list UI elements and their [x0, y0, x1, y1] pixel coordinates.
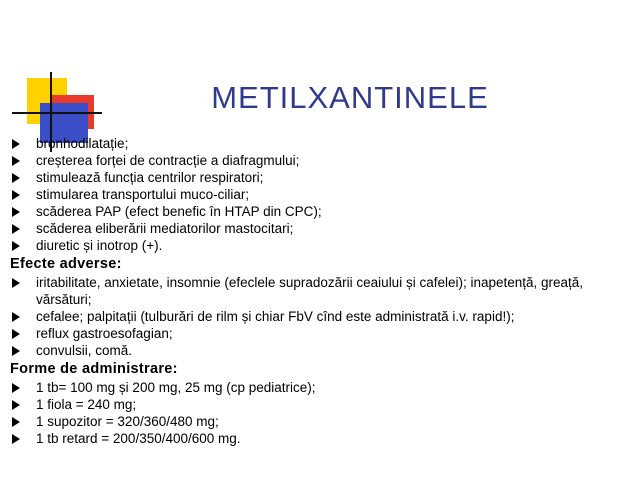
- administration-forms-heading: Forme de administrare:: [10, 361, 178, 377]
- bullet-arrow-icon: [12, 139, 20, 149]
- bullet-arrow-icon: [12, 434, 20, 444]
- bullet-arrow-icon: [12, 329, 20, 339]
- list-item: 1 tb retard = 200/350/400/600 mg.: [10, 430, 620, 447]
- list-item: creșterea forței de contracție a diafragmului;: [10, 152, 620, 169]
- bullet-arrow-icon: [12, 346, 20, 356]
- bullet-arrow-icon: [12, 417, 20, 427]
- bullet-arrow-icon: [12, 190, 20, 200]
- bullet-arrow-icon: [12, 224, 20, 234]
- list-item: 1 tb= 100 mg și 200 mg, 25 mg (cp pediatrice);: [10, 379, 620, 396]
- bullet-arrow-icon: [12, 173, 20, 183]
- bullet-arrow-icon: [12, 383, 20, 393]
- slide-title: METILXANTINELE: [211, 80, 489, 115]
- adverse-effects-heading: Efecte adverse:: [10, 256, 122, 272]
- list-item: diuretic și inotrop (+).: [10, 237, 620, 254]
- list-item: cefalee; palpitații (tulburări de rilm și chiar FbV cînd este administrată i.v. rapid!);: [10, 308, 620, 325]
- list-item: scăderea PAP (efect benefic în HTAP din CPC);: [10, 203, 620, 220]
- list-item: convulsii, comă.: [10, 342, 620, 359]
- effects-list: [10, 135, 620, 254]
- list-item: stimularea transportului muco-ciliar;: [10, 186, 620, 203]
- list-item: stimulează funcția centrilor respiratori;: [10, 169, 620, 186]
- horizontal-line: [12, 112, 102, 114]
- adverse-effects-list: [10, 274, 620, 359]
- list-item: bronhodilatație;: [10, 135, 620, 152]
- list-item: reflux gastroesofagian;: [10, 325, 620, 342]
- list-item: iritabilitate, anxietate, insomnie (efeclele supradozării ceaiului și cafelei); inapetență, greață, vărsături;: [10, 274, 620, 308]
- list-item: 1 fiola = 240 mg;: [10, 396, 620, 413]
- list-item: 1 supozitor = 320/360/480 mg;: [10, 413, 620, 430]
- bullet-arrow-icon: [12, 241, 20, 251]
- bullet-arrow-icon: [12, 207, 20, 217]
- administration-forms-list: [10, 379, 620, 447]
- list-item: scăderea eliberării mediatorilor mastocitari;: [10, 220, 620, 237]
- bullet-arrow-icon: [12, 278, 20, 288]
- bullet-arrow-icon: [12, 400, 20, 410]
- bullet-arrow-icon: [12, 156, 20, 166]
- slide-content: [10, 135, 620, 447]
- bullet-arrow-icon: [12, 312, 20, 322]
